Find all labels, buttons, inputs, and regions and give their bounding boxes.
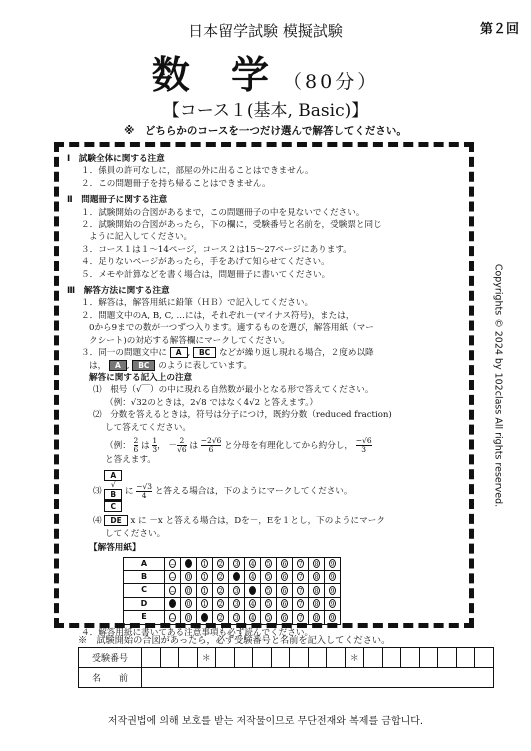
- bubble[interactable]: 0: [186, 574, 191, 582]
- answer-row: [124, 597, 341, 610]
- exam-number-cell[interactable]: [401, 648, 420, 668]
- bubble[interactable]: 9: [330, 561, 335, 569]
- exam-number-cell[interactable]: [271, 648, 290, 668]
- answer-sheet-sample: [123, 557, 341, 625]
- bubble[interactable]: 1: [202, 587, 207, 595]
- footer-note: ※ 試験開始の合図があったら，必ず受験番号と名前を記入してください。: [78, 635, 391, 646]
- exam-number-label: 受験番号: [79, 648, 142, 668]
- instruction-item: １．係員の許可なしに，部屋の外に出ることはできません。: [81, 166, 314, 177]
- bubble[interactable]: 5: [266, 574, 271, 582]
- exam-number-cell[interactable]: [438, 648, 457, 668]
- bubble[interactable]: 7: [298, 587, 303, 595]
- answer-row: [124, 611, 341, 624]
- bubble[interactable]: 8: [314, 561, 319, 569]
- instruction-item: ２．問題文中のA, B, C, …には，それぞれ－(マイナス符号)，または，: [81, 310, 355, 321]
- answer-row-letter: E: [124, 611, 165, 624]
- answer-row-letter: B: [124, 570, 165, 583]
- bubble[interactable]: 5: [266, 561, 271, 569]
- bubble[interactable]: 3: [234, 614, 239, 622]
- bubble[interactable]: −: [170, 574, 176, 582]
- bubble[interactable]: 4: [250, 574, 255, 582]
- instruction-item: １．解答は，解答用紙に鉛筆（ＨＢ）で記入してください。: [81, 298, 314, 309]
- answer-box-bc-repeat: BC: [132, 360, 155, 371]
- bubble[interactable]: 6: [282, 614, 287, 622]
- korean-copyright: 저작권법에 의해 보호를 받는 저작물이므로 무단전재와 복제를 금합니다.: [107, 716, 424, 727]
- bubble[interactable]: −: [170, 587, 176, 595]
- instruction-item: （例：√32のときは，2√8 ではなく4√2 と答えます。）: [105, 397, 318, 408]
- answer-box-a-repeat: A: [109, 360, 127, 371]
- answer-row-letter: C: [124, 584, 165, 597]
- bubble[interactable]: 6: [282, 587, 287, 595]
- bubble[interactable]: 8: [314, 587, 319, 595]
- instruction-item: ⑶ A √ B C に $\frac{-√3}{4}$ と答える場合は，下のようにマークしてください。: [93, 471, 353, 512]
- answer-box-bc: BC: [193, 347, 216, 358]
- bubble[interactable]: 8: [314, 614, 319, 622]
- filled-bubble[interactable]: 0: [186, 561, 191, 569]
- instructions-box: [54, 142, 474, 638]
- filled-bubble[interactable]: 4: [250, 587, 255, 595]
- answer-sheet-label: 【解答用紙】: [89, 543, 141, 554]
- exam-number-cell[interactable]: [216, 648, 235, 668]
- exam-number-star: ＊: [345, 648, 364, 668]
- instruction-item: ２．この問題冊子を持ち帰ることはできません。: [81, 178, 271, 189]
- subject-name: 数 学: [151, 52, 284, 97]
- bubble[interactable]: 1: [202, 561, 207, 569]
- answer-row-letter: A: [124, 557, 165, 570]
- bubble[interactable]: −: [170, 614, 176, 622]
- bubble[interactable]: 3: [234, 587, 239, 595]
- bubble[interactable]: 7: [298, 561, 303, 569]
- instruction-item: ２．試験開始の合図があったら，下の欄に，受験番号と名前を，受験票と同じ: [81, 220, 382, 231]
- bubble[interactable]: 6: [282, 601, 287, 609]
- bubble[interactable]: 4: [250, 601, 255, 609]
- filled-bubble[interactable]: 1: [202, 614, 207, 622]
- instruction-item: クシート)の対応する解答欄にマークしてください。: [89, 335, 291, 346]
- fraction-example: （例： $\frac{2}{6}$ は $\frac{1}{3}$ ， － $\frac{2}{√6}$ は $\frac{-2√6}{6}$ と分母を有理化してから約分し， $\frac{-√6}{3}$: [105, 435, 372, 454]
- instruction-item: ように記入してください。: [89, 232, 193, 243]
- round-label: 第２回: [479, 22, 519, 37]
- bubble[interactable]: 9: [330, 614, 335, 622]
- bubble[interactable]: 7: [298, 601, 303, 609]
- instruction-item: ４．解答用紙に書いてある注意事項も必ず読んでください。: [81, 627, 314, 638]
- bubble[interactable]: 8: [314, 601, 319, 609]
- answer-notes-title: 解答に関する記入上の注意: [89, 372, 193, 383]
- bubble[interactable]: 0: [186, 614, 191, 622]
- answer-row-letter: D: [124, 597, 165, 610]
- section-3-title: Ⅲ 解答方法に関する注意: [67, 286, 170, 297]
- course-label: 【コース１(基本, Basic)】: [162, 101, 369, 121]
- instruction-item: 0から9までの数が一つずつ入ります。適するものを選び，解答用紙（マー: [89, 323, 374, 334]
- bubble[interactable]: 2: [218, 614, 223, 622]
- bubble[interactable]: 2: [218, 561, 223, 569]
- instruction-item: ３．同一の問題文中に A , BC などが繰り返し現れる場合，２度め以降: [81, 348, 374, 359]
- exam-number-cell[interactable]: [327, 648, 346, 668]
- exam-number-cell[interactable]: [308, 648, 327, 668]
- exam-number-cell[interactable]: [364, 648, 383, 668]
- bubble[interactable]: 8: [314, 574, 319, 582]
- bubble[interactable]: 6: [282, 561, 287, 569]
- instruction-item: と答えます。: [105, 454, 156, 465]
- answer-row: [124, 570, 341, 583]
- exam-number-name-table: [78, 647, 494, 688]
- bubble[interactable]: 7: [298, 614, 303, 622]
- course-notice: ※ どちらかのコースを一つだけ選んで解答してください。: [124, 125, 407, 137]
- instruction-item: してください。: [105, 528, 166, 539]
- bubble[interactable]: 9: [330, 601, 335, 609]
- exam-number-cell[interactable]: [142, 648, 161, 668]
- instruction-item: ５．メモや計算などを書く場合は，問題冊子に書いてください。: [81, 269, 331, 280]
- bubble[interactable]: 7: [298, 574, 303, 582]
- filled-bubble[interactable]: 3: [234, 574, 239, 582]
- answer-box-a: A: [170, 347, 188, 358]
- subject-heading: [0, 44, 531, 99]
- instruction-item: ⑵ 分数を答えるときは，符号は分子につけ，既約分数（reduced fraction): [93, 410, 392, 421]
- instruction-item: ３．コース１は１～14ページ，コース２は15～27ページにあります。: [81, 244, 352, 255]
- exam-number-cell[interactable]: [419, 648, 438, 668]
- answer-row: [124, 584, 341, 597]
- bubble[interactable]: 2: [218, 574, 223, 582]
- bubble[interactable]: 5: [266, 587, 271, 595]
- bubble[interactable]: 5: [266, 601, 271, 609]
- exam-number-cell[interactable]: [475, 648, 494, 668]
- bubble[interactable]: 2: [218, 587, 223, 595]
- answer-row: [124, 557, 341, 570]
- time-label: （80分）: [283, 71, 380, 93]
- bubble[interactable]: 1: [202, 601, 207, 609]
- instruction-item: して答えてください。: [105, 422, 191, 433]
- bubble[interactable]: 2: [218, 601, 223, 609]
- bubble[interactable]: 0: [186, 601, 191, 609]
- bubble[interactable]: 0: [186, 587, 191, 595]
- bubble[interactable]: 6: [282, 574, 287, 582]
- bubble[interactable]: 9: [330, 587, 335, 595]
- bubble[interactable]: 3: [234, 561, 239, 569]
- instruction-item: ⑷ DE x に －x と答える場合は，Dを－，Eを１とし，下のようにマーク: [93, 516, 385, 527]
- bubble[interactable]: −: [170, 561, 176, 569]
- instruction-item: は， A , BC のように表しています。: [89, 360, 253, 371]
- exam-number-cell[interactable]: [179, 648, 198, 668]
- name-label: 名 前: [79, 668, 142, 688]
- exam-number-cell[interactable]: [290, 648, 309, 668]
- instruction-item: ⑴ 根号（√￣）の中に現れる自然数が最小となる形で答えてください。: [93, 385, 374, 396]
- exam-number-cell[interactable]: [253, 648, 272, 668]
- exam-number-cell[interactable]: [160, 648, 179, 668]
- section-2-title: Ⅱ 問題冊子に関する注意: [67, 195, 168, 206]
- exam-title: 日本留学試験 模擬試験: [188, 22, 343, 40]
- section-1-title: Ⅰ 試験全体に関する注意: [67, 154, 165, 164]
- instruction-item: １．試験開始の合図があるまで，この問題冊子の中を見ないでください。: [81, 207, 365, 218]
- name-field[interactable]: [142, 668, 494, 688]
- bubble[interactable]: 9: [330, 574, 335, 582]
- exam-number-star: ＊: [197, 648, 216, 668]
- instruction-item: ４．足りないページがあったら，手をあげて知らせてください。: [81, 257, 330, 268]
- exam-number-cell[interactable]: [456, 648, 475, 668]
- exam-number-cell[interactable]: [382, 648, 401, 668]
- bubble[interactable]: 4: [250, 561, 255, 569]
- bubble[interactable]: 1: [202, 574, 207, 582]
- bubble[interactable]: 3: [234, 601, 239, 609]
- filled-bubble[interactable]: −: [170, 601, 176, 609]
- exam-number-cell[interactable]: [234, 648, 253, 668]
- bubble[interactable]: 5: [266, 614, 271, 622]
- bubble[interactable]: 4: [250, 614, 255, 622]
